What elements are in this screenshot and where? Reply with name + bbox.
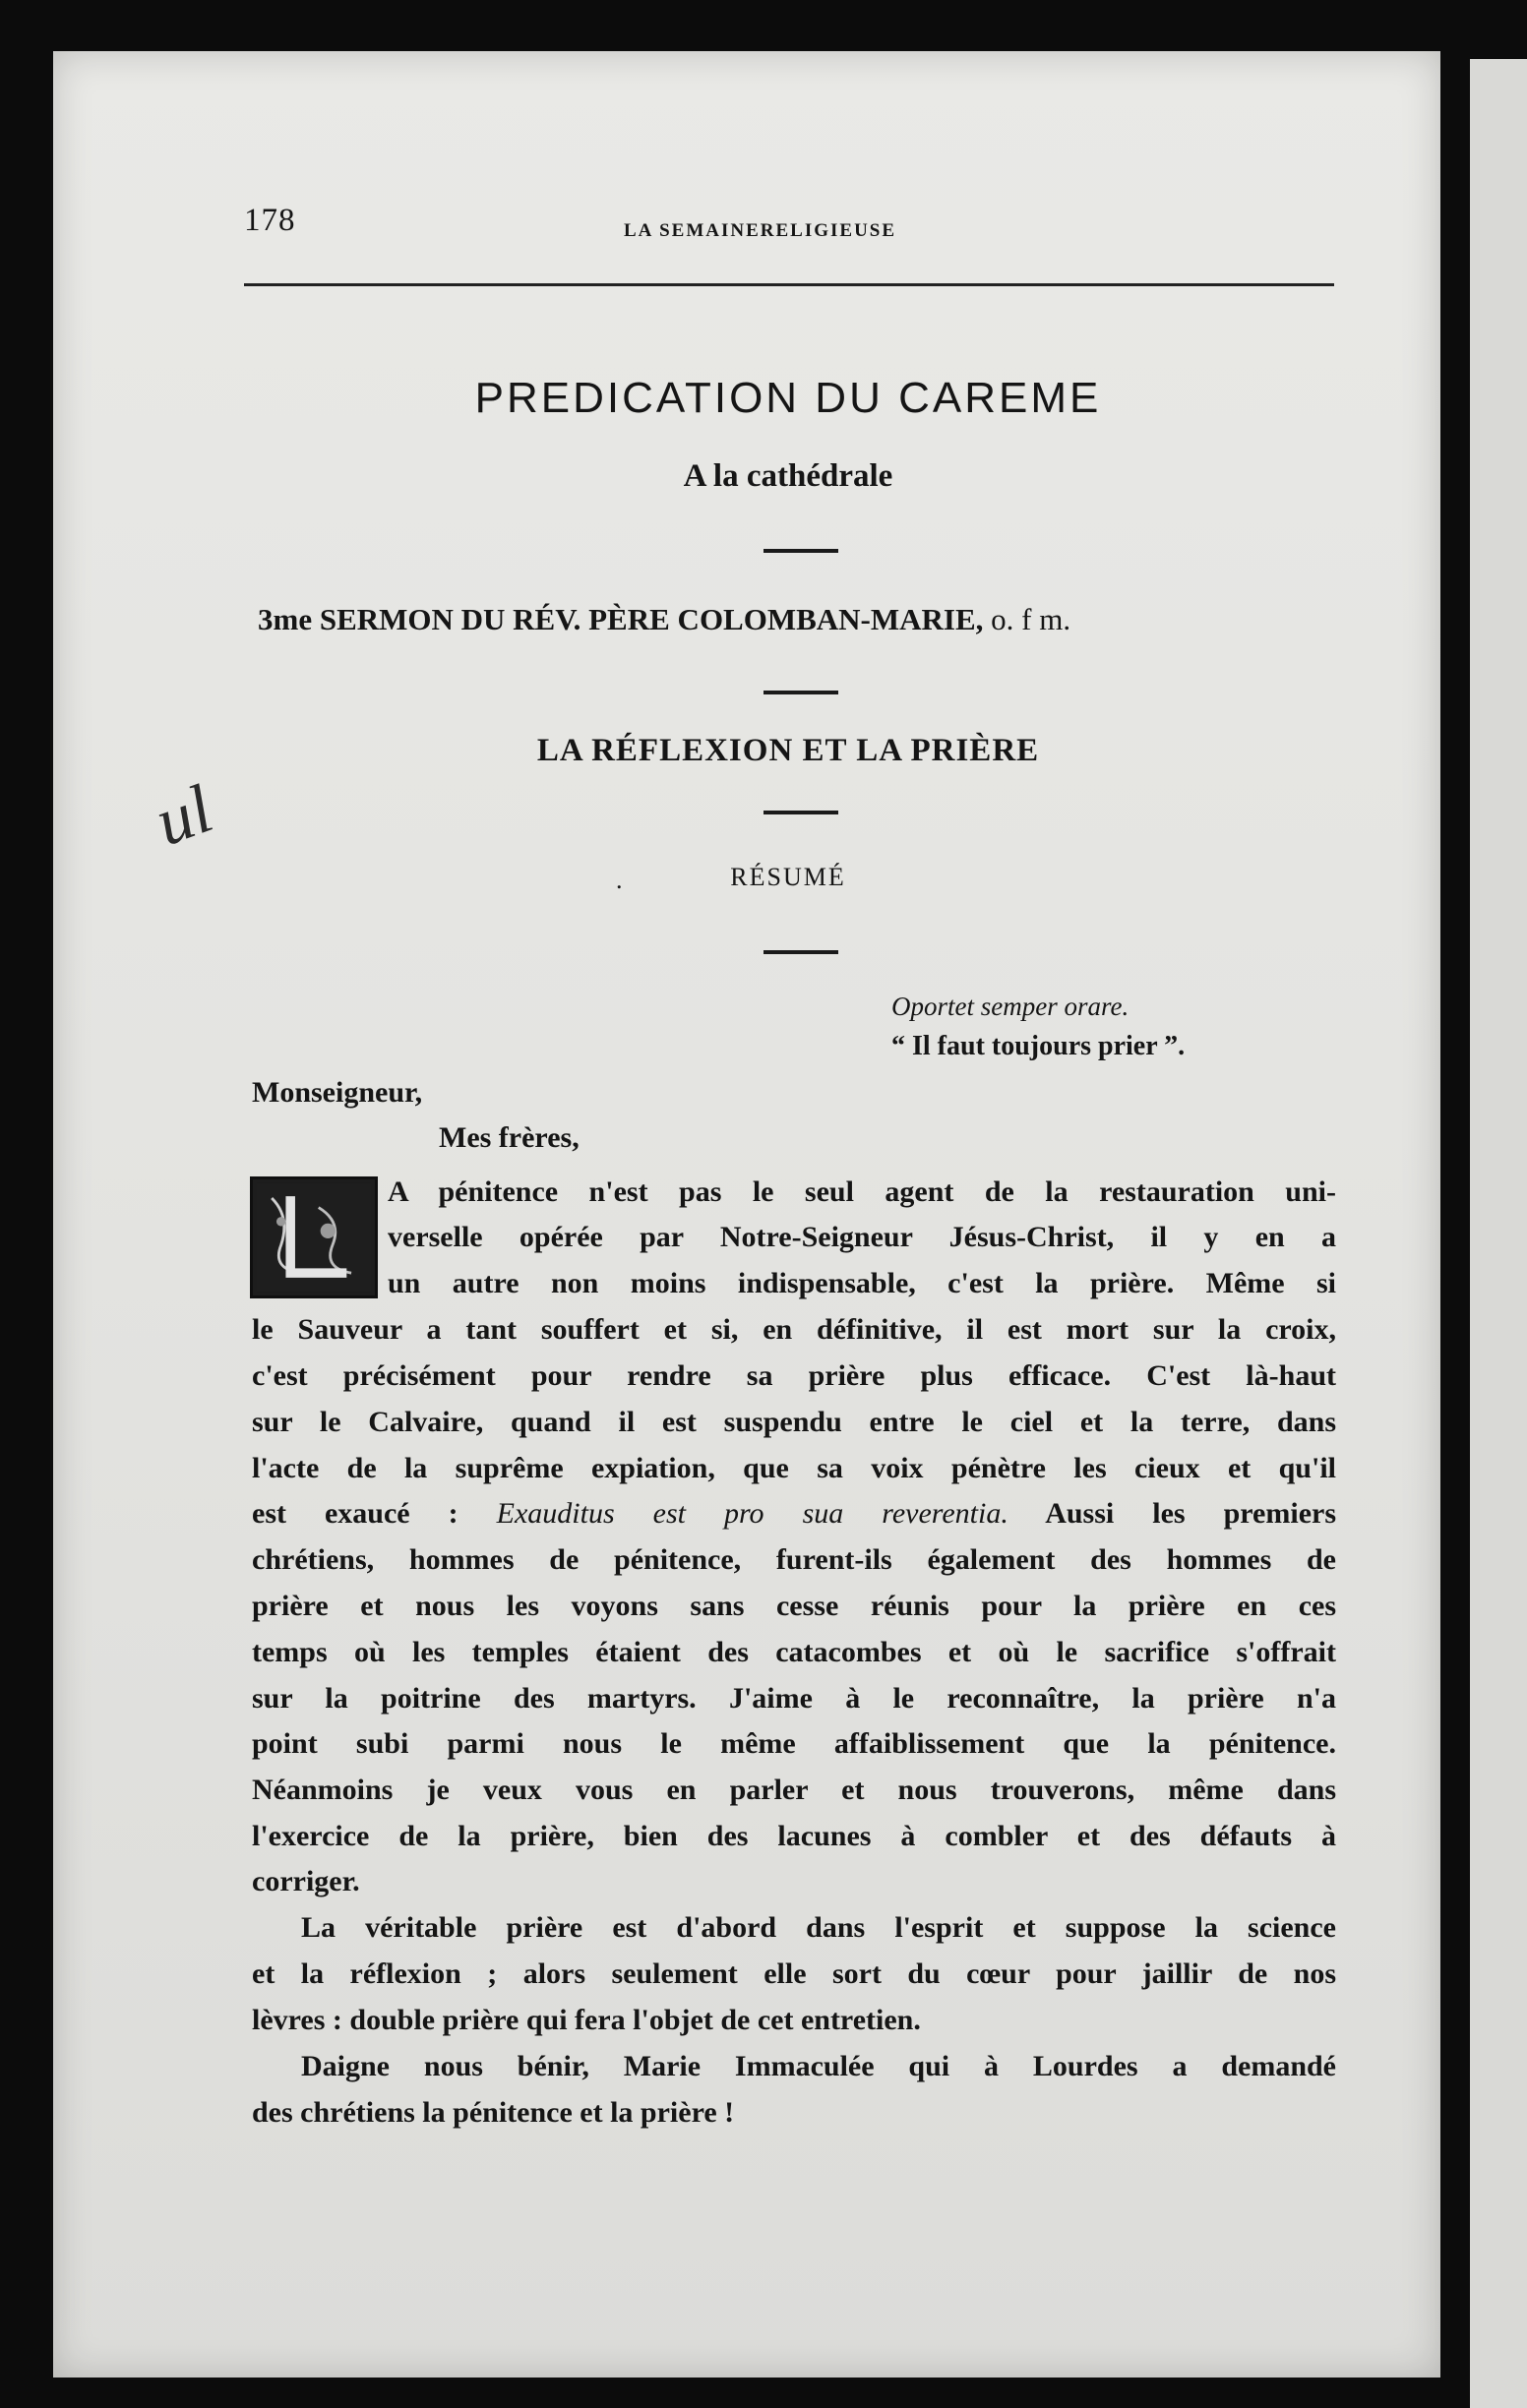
text-line: le Sauveur a tant souffert et si, en définitive, il est mort sur la croix, — [252, 1313, 1336, 1346]
text-line: verselle opérée par Notre-Seigneur Jésus-Christ, il y en a — [388, 1221, 1336, 1253]
text-line: A pénitence n'est pas le seul agent de la restauration uni- — [388, 1175, 1336, 1208]
text-line: temps où les temples étaient des catacombes et où le sacrifice s'offrait — [252, 1636, 1336, 1668]
text-line: Daigne nous bénir, Marie Immaculée qui à Lourdes a demandé — [301, 2050, 1336, 2082]
article-title: PREDICATION DU CAREME — [474, 374, 1102, 422]
separator-dash — [764, 811, 838, 814]
separator-dash — [764, 549, 838, 553]
text-segment: est exaucé : — [252, 1497, 458, 1530]
text-line: sur la poitrine des martyrs. J'aime à le reconnaître, la prière n'a — [252, 1682, 1336, 1715]
text-line: un autre non moins indispensable, c'est la prière. Même si — [388, 1267, 1336, 1299]
text-line: lèvres : double prière qui fera l'objet de cet entretien. — [252, 2004, 921, 2036]
text-line: c'est précisément pour rendre sa prière plus efficace. C'est là-haut — [252, 1359, 1336, 1392]
text-line: l'exercice de la prière, bien des lacunes à combler et des défauts à — [252, 1820, 1336, 1852]
sermon-heading: LA RÉFLEXION ET LA PRIÈRE — [536, 733, 1040, 768]
text-line: et la réflexion ; alors seulement elle sort du cœur pour jaillir de nos — [252, 1957, 1336, 1990]
ornamental-drop-cap-l — [250, 1176, 378, 1298]
salutation-monseigneur: Monseigneur, — [252, 1076, 423, 1109]
text-line: corriger. — [252, 1865, 360, 1897]
running-head: LA SEMAINERELIGIEUSE — [624, 220, 897, 241]
resume-label: RÉSUMÉ — [730, 863, 846, 891]
handwritten-margin-note: ul — [146, 771, 222, 862]
text-line: des chrétiens la pénitence et la prière ! — [252, 2096, 735, 2129]
text-line: sur le Calvaire, quand il est suspendu entre le ciel et la terre, dans — [252, 1406, 1336, 1438]
article-subtitle: A la cathédrale — [683, 458, 893, 494]
text-line: Néanmoins je veux vous en parler et nous trouverons, même dans — [252, 1774, 1336, 1806]
sermon-line-bold: 3me SERMON DU RÉV. PÈRE COLOMBAN-MARIE, — [258, 602, 984, 636]
page-header — [244, 203, 1336, 252]
text-line-quote — [252, 1497, 1336, 1531]
epigraph-latin: Oportet semper orare. — [891, 992, 1130, 1021]
salutation-freres: Mes frères, — [439, 1121, 580, 1154]
page-number: 178 — [244, 203, 296, 238]
separator-dash — [764, 950, 838, 954]
text-line: La véritable prière est d'abord dans l'esprit et suppose la science — [301, 1911, 1336, 1944]
text-line: prière et nous les voyons sans cesse réunis pour la prière en ces — [252, 1590, 1336, 1622]
text-line: chrétiens, hommes de pénitence, furent-ils également des hommes de — [252, 1543, 1336, 1576]
sermon-line — [258, 602, 1360, 637]
epigraph-french: “ Il faut toujours prier ”. — [891, 1031, 1186, 1061]
resume-mark: . — [616, 866, 623, 894]
header-rule — [244, 283, 1334, 286]
separator-dash — [764, 691, 838, 694]
latin-quote: Exauditus est pro sua reverentia. — [496, 1497, 1008, 1530]
sermon-line-order: o. f m. — [991, 602, 1071, 636]
text-segment: Aussi les premiers — [1045, 1497, 1336, 1530]
text-line: point subi parmi nous le même affaiblissement que la pénitence. — [252, 1727, 1336, 1760]
text-line: l'acte de la suprême expiation, que sa voix pénètre les cieux et qu'il — [252, 1452, 1336, 1484]
drop-cap-ornament-icon — [253, 1179, 375, 1295]
